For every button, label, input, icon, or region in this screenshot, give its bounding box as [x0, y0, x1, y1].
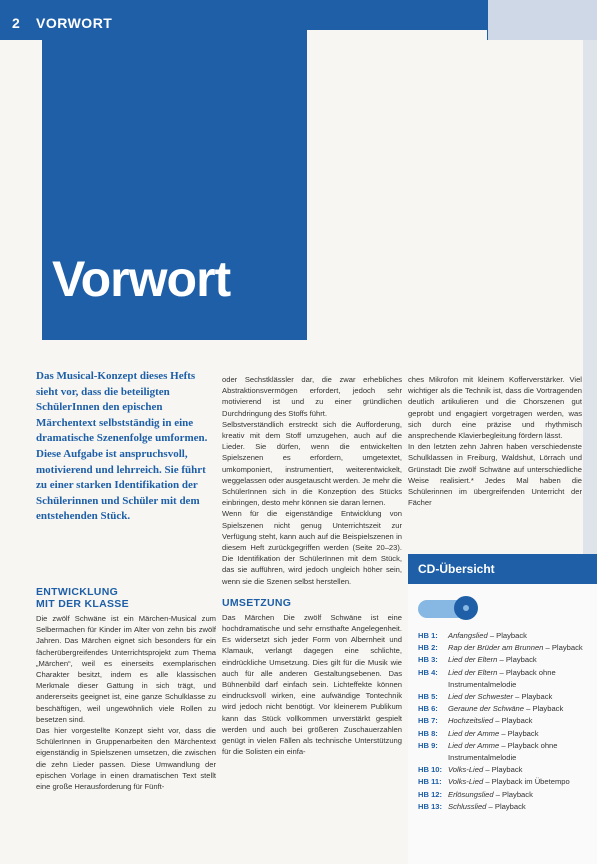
cd-track	[418, 654, 594, 666]
cd-track	[418, 630, 594, 642]
cd-track-number: HB 2:	[418, 643, 438, 653]
cd-track-desc: – Playback	[485, 765, 523, 775]
cd-track	[418, 776, 594, 788]
cd-track-title: Lied der Eltern	[448, 667, 498, 677]
cd-track-title: Geraune der Schwäne	[448, 704, 524, 714]
cd-track	[418, 642, 594, 654]
paragraph: oder Sechstklässler dar, die zwar erhebliches Abstraktionsvermögen erfordert, jedoch sehr motivierend ist und zu einer gründlichen Durchdringung des Stoffs führt.	[222, 375, 402, 418]
section-label: VORWORT	[36, 15, 113, 31]
cd-track-desc: – Playback	[495, 716, 533, 726]
paragraph: Das hier vorgestellte Konzept sieht vor, dass die SchülerInnen in Gruppenarbeiten den Märchentext eigenständig in Spielszenen umsetzen, die zwischen die zehn Lieder passen. Diese Umwandlung der epischen Vorlage in einen dramatischen Text stellt eine große Herausforderung für Fünft-	[36, 726, 216, 792]
hero-whitespace	[307, 30, 487, 340]
cd-icon-hole	[463, 605, 469, 611]
heading-umsetzung: UMSETZUNG	[222, 596, 292, 609]
cd-track-number: HB 13:	[418, 801, 443, 811]
paragraph: Das Märchen Die zwölf Schwäne ist eine hochdramatische und sehr ernsthafte Angelegenheit. Es widersetzt sich jeder Form von Albernheit und Klamauk, verlangt dagegen eine schlichte, eindrückliche Umsetzung. Dies gilt für die Musik wie auch für alle anderen Gestaltungsebenen. Das Bühnenbild darf einfach sein. Lichteffekte können eindrucksvoll wirken, eine aufwändige Tontechnik wird jedoch nicht benötigt. Vor kleinerem Publikum kann das Stück vollkommen unverstärkt gespielt werden und auch bei größeren Zuschauerzahlen genügt in vielen Fällen als technische Unterstützung für die Solisten ein einfa-	[222, 612, 402, 757]
cd-track-list	[418, 630, 594, 813]
cd-track-number: HB 9:	[418, 740, 438, 750]
cd-track-title: Lied der Amme	[448, 740, 500, 750]
cd-track-number: HB 11:	[418, 777, 442, 787]
cd-track	[418, 801, 594, 813]
cd-track-number: HB 12:	[418, 789, 443, 799]
cd-track	[418, 740, 594, 764]
intro-text	[36, 369, 216, 525]
cd-track	[418, 691, 594, 703]
page-title: Vorwort	[52, 251, 231, 307]
column-3	[408, 374, 582, 508]
column-1	[36, 586, 216, 792]
cd-track-desc: – Playback	[499, 655, 537, 665]
cd-track-title: Lied der Schwester	[448, 692, 514, 702]
cd-track-number: HB 8:	[418, 728, 438, 738]
cd-track	[418, 703, 594, 715]
cd-track-number: HB 10:	[418, 765, 443, 775]
cd-track-number: HB 6:	[418, 704, 438, 714]
cd-track-desc: – Playback ohne	[499, 667, 556, 677]
cd-track-number: HB 3:	[418, 655, 438, 665]
cd-track-title: Volks-Lied	[448, 777, 484, 787]
cd-track-desc: – Playback ohne	[501, 740, 558, 750]
cd-track-desc: – Playback	[489, 631, 527, 640]
cd-track-desc: – Playback	[545, 643, 583, 653]
cd-track	[418, 789, 594, 801]
cd-track-desc-cont: Instrumentalmelodie	[448, 753, 517, 763]
cd-track-title: Volks-Lied	[448, 765, 484, 775]
cd-track-number: HB 5:	[418, 692, 438, 702]
cd-track-number: HB 1:	[418, 631, 438, 640]
cd-track-number: HB 4:	[418, 667, 438, 677]
cd-track-title: Anfangslied	[448, 631, 488, 640]
cd-track-title: Lied der Amme	[448, 728, 500, 738]
cd-track	[418, 728, 594, 740]
intro-paragraph: Das Musical-Konzept dieses Hefts sieht vor, dass die beteiligten SchülerInnen den epischen Märchentext selbstständig in eine dramatische Szenenfolge umformen. Diese Aufgabe ist anspruchsvoll, motivierend und lehrreich. Sie führt zu einer starken Identifikation der Schülerinnen und Schüler mit dem entstehenden Stück.	[36, 370, 208, 523]
column-2	[222, 374, 402, 758]
cd-track	[418, 667, 594, 691]
cd-track-desc: – Playback	[488, 801, 526, 811]
cd-track-desc: – Playback	[495, 789, 533, 799]
cd-track-title: Erlösungslied	[448, 789, 494, 799]
paragraph: Wenn für die eigenständige Entwicklung von Spielszenen nicht genug Unterrichtszeit zur Verfügung steht, kann auch auf die Beispielszenen in diesem Heft zurückgegriffen werden (Seite 20–23). Die Identifikation der SchülerInnen mit dem Stück, das sie aufführen, wird jedoch ungleich höher sein, wenn sie die Szenen selbst herstellen.	[222, 509, 402, 586]
cd-track-title: Hochzeitslied	[448, 716, 494, 726]
cd-track-desc: – Playback	[526, 704, 564, 714]
cd-track-number: HB 7:	[418, 716, 438, 726]
cd-track	[418, 764, 594, 776]
cd-track-desc: – Playback im Übetempo	[485, 777, 570, 787]
paragraph: Die zwölf Schwäne ist ein Märchen-Musical zum Selbermachen für Kinder im Alter von zehn bis zwölf Jahren. Das Märchen eignet sich besonders für ein fächerübergreifendes Unterrichtsprojekt zum Thema „Märchen“, weil es einerseits exemplarischen Charakter besitzt, indem es alle klassischen Merkmale dieser Gattung in sich trägt, und andererseits geeignet ist, eine ganze Schulklasse zu beschäftigen, weil ungewöhnlich viele Rollen zu besetzen sind.	[36, 614, 216, 724]
header-right-strip	[488, 0, 597, 40]
heading-entwicklung: ENTWICKLUNG	[36, 586, 119, 598]
cd-track-desc-cont: Instrumentalmelodie	[448, 679, 517, 689]
page-number: 2	[12, 15, 20, 31]
paragraph: In den letzten zehn Jahren haben verschiedenste Schulklassen in Freiburg, Waldshut, Lörrach und Grünstadt Die zwölf Schwäne auf unterschiedliche Weise realisiert.* Jedes Mal haben die Schülerinnen im übergreifenden Unterricht der Fächer	[408, 442, 582, 508]
cd-track	[418, 715, 594, 727]
cd-track-desc: – Playback	[501, 728, 539, 738]
paragraph: ches Mikrofon mit kleinem Kofferverstärker. Viel wichtiger als die Technik ist, dass die Vortragenden deutlich artikulieren und die Chorszenen gut geprobt und engagiert vorgetragen werden, was sich durch eine präzise und rhythmisch ansprechende Klavierbegleitung fördern lässt.	[408, 375, 582, 441]
paragraph: Selbstverständlich erstreckt sich die Aufforderung, kreativ mit dem Stoff umzugehen, auch auf die Lieder. Sie dürfen, wenn die entwickelten Spielszenen es erfordern, umgetextet, umkomponiert, instrumentiert, weiterentwickelt, weggelassen oder ausgetauscht werden. Je mehr die SchülerInnen sich in die Konzeption des Stücks einbringen, desto mehr können sie daran lernen.	[222, 419, 402, 508]
cd-track-desc: – Playback	[515, 692, 553, 702]
cd-track-title: Lied der Eltern	[448, 655, 498, 665]
cd-track-title: Rap der Brüder am Brunnen	[448, 643, 544, 653]
cd-track-title: Schlusslied	[448, 801, 487, 811]
heading-klasse: MIT DER KLASSE	[36, 598, 129, 610]
cd-overview-title: CD-Übersicht	[418, 562, 495, 576]
